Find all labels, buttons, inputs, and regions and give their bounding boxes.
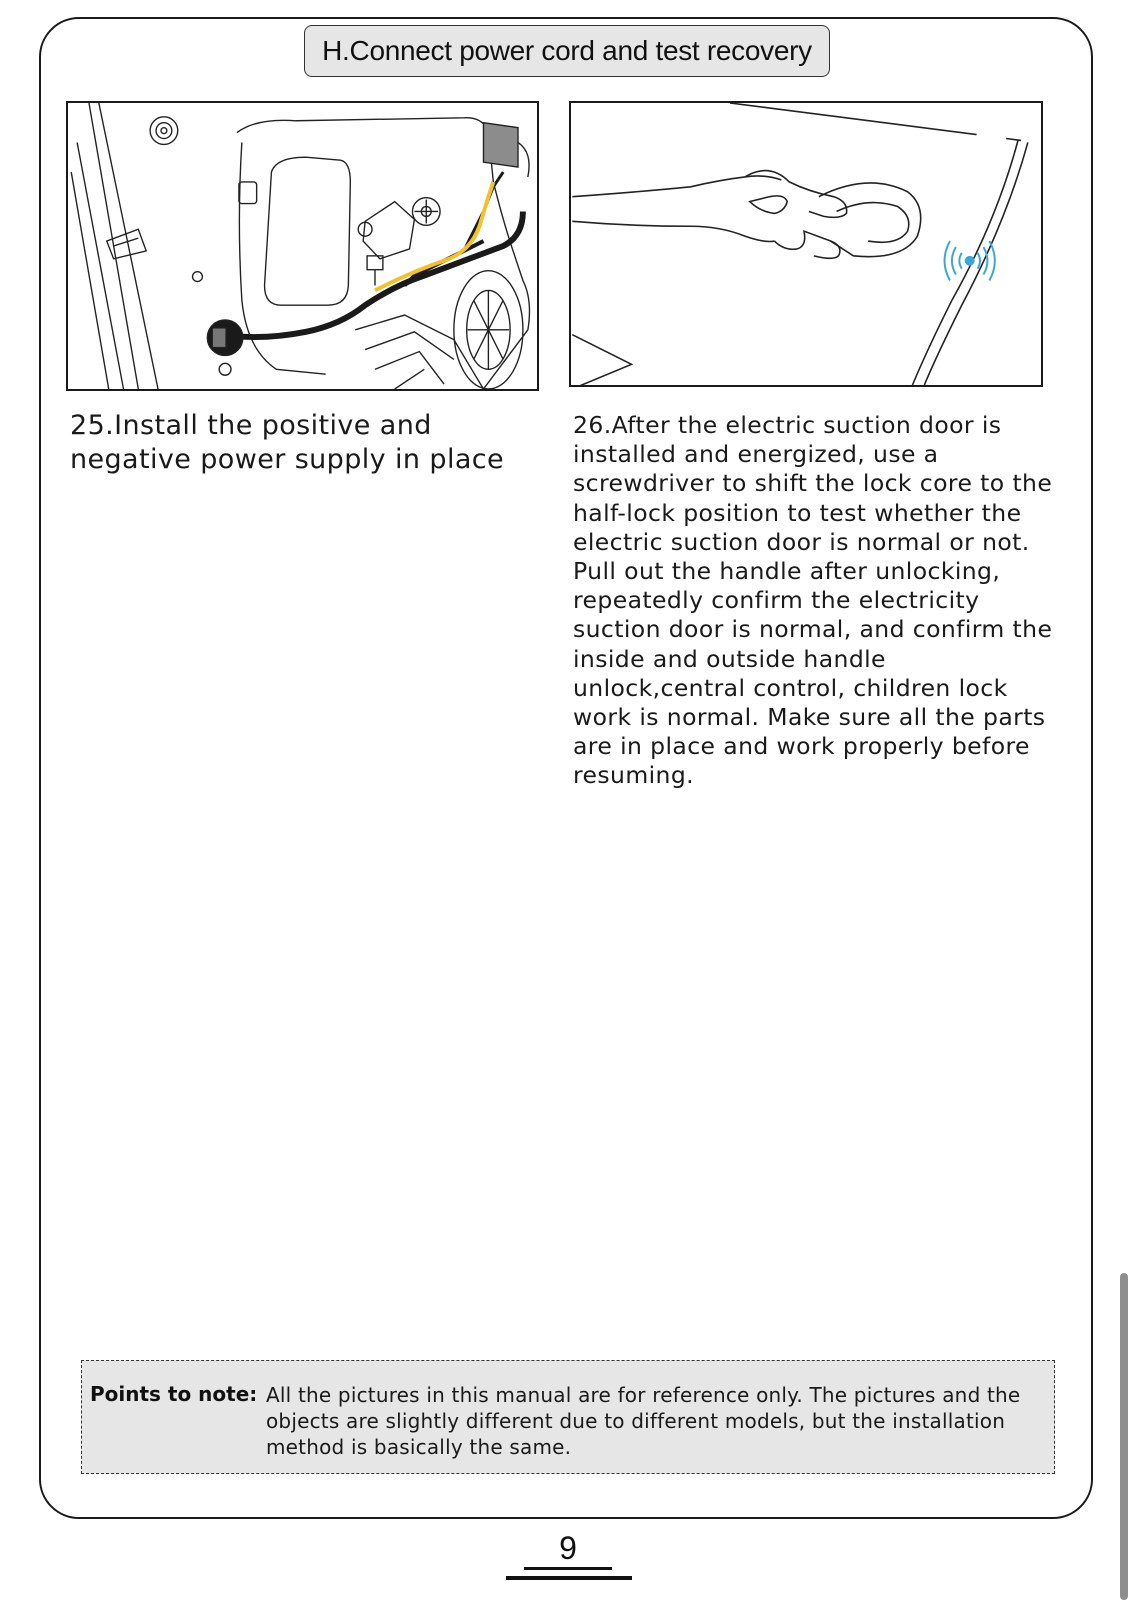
figure-door-handle-test [569, 101, 1043, 387]
page-number: 9 [559, 1530, 577, 1566]
note-label: Points to note: [90, 1382, 258, 1406]
scrollbar-thumb[interactable] [1120, 1273, 1128, 1600]
page-number-underline-lower [506, 1576, 632, 1580]
section-title: H.Connect power cord and test recovery [304, 25, 830, 77]
figure-door-wiring [66, 101, 539, 391]
note-text: All the pictures in this manual are for reference only. The pictures and the objects are slightly different due to different models, but the installation method is basically the same. [266, 1383, 1021, 1459]
door-wiring-illustration-icon [68, 103, 537, 389]
note-box [81, 1360, 1055, 1474]
door-handle-test-illustration-icon [571, 103, 1041, 385]
step-26-text: 26.After the electric suction door is installed and energized, use a screwdriver to shift the lock core to the half-lock position to test whether the electric suction door is normal or not. Pull out the handle after unlocking, repeatedly confirm the electricity suction door is normal, and confirm the inside and outside handle unlock,central control, children lock work is normal. Make sure all the parts are in place and work properly before resuming. [573, 411, 1053, 790]
signal-icon [945, 241, 995, 280]
step-25-text: 25.Install the positive and negative power supply in place [70, 410, 505, 475]
page-number-underline [524, 1567, 612, 1570]
